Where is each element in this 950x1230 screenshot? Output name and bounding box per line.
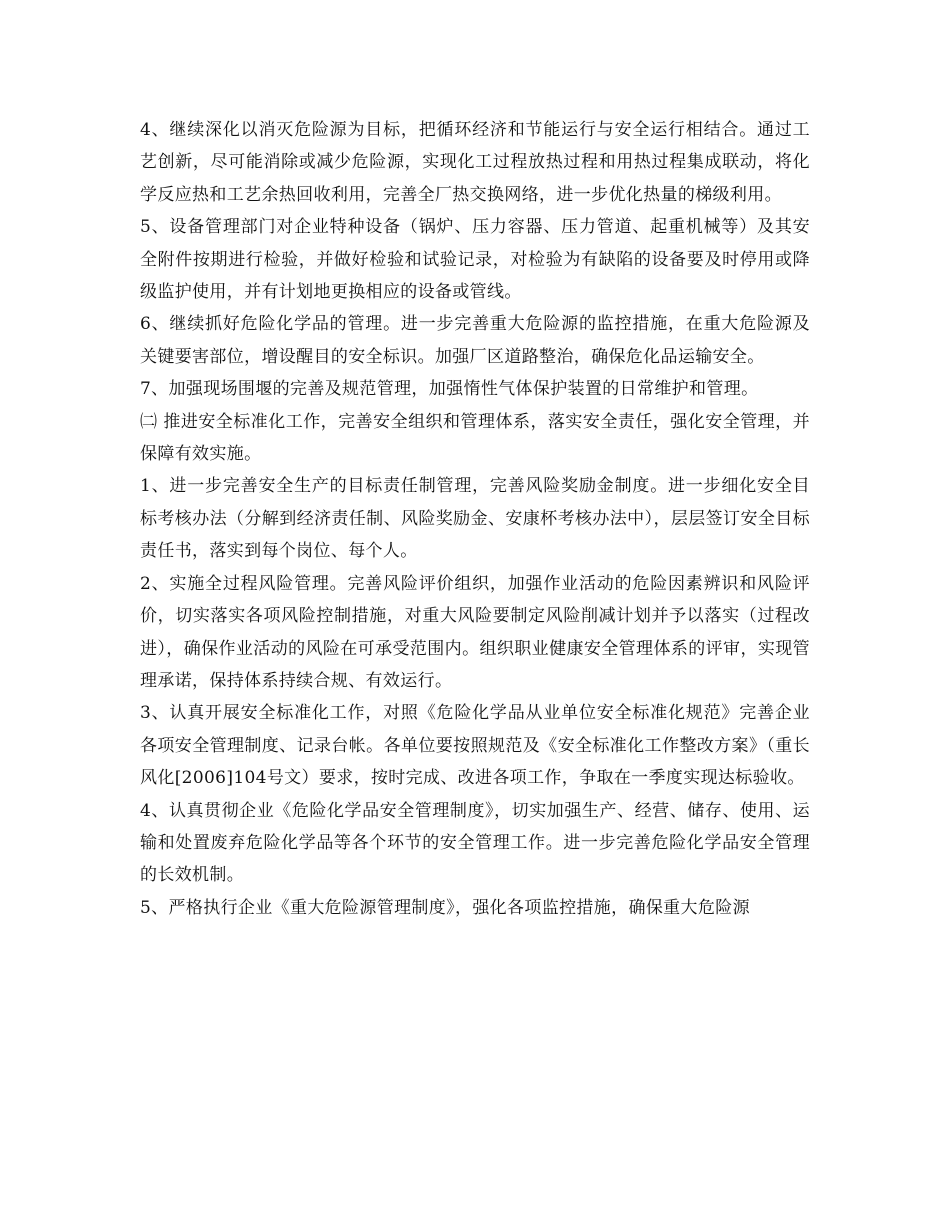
paragraph-item-7-cofferdam: 7、加强现场围堰的完善及规范管理，加强惰性气体保护装置的日常维护和管理。 (140, 379, 759, 400)
paragraph-item-4-heat-recovery: 4、继续深化以消灭危险源为目标，把循环经济和节能运行与安全运行相结合。通过工艺创新，尽可能消除或减少危险源，实现化工过程放热过程和用热过程集成联动，将化学反应热和工艺余热回收利用，完善全厂热交换网络，进一步优化热量的梯级利用。 (140, 120, 810, 205)
paragraph-item-6-hazardous-chemicals: 6、继续抓好危险化学品的管理。进一步完善重大危险源的监控措施，在重大危险源及关键要害部位，增设醒目的安全标识。加强厂区道路整治，确保危化品运输安全。 (140, 314, 810, 367)
paragraph-item-5-major-hazard: 5、严格执行企业《重大危险源管理制度》，强化各项监控措施，确保重大危险源 (140, 897, 750, 918)
paragraph-item-5-equipment-inspection: 5、设备管理部门对企业特种设备（锅炉、压力容器、压力管道、起重机械等）及其安全附件按期进行检验，并做好检验和试验记录，对检验为有缺陷的设备要及时停用或降级监护使用，并有计划地更换相应的设备或管线。 (140, 217, 810, 303)
paragraph-item-4-chemical-safety: 4、认真贯彻企业《危险化学品安全管理制度》，切实加强生产、经营、储存、使用、运输和处置废弃危险化学品等各个环节的安全管理工作。进一步完善危险化学品安全管理的长效机制。 (140, 800, 810, 886)
paragraph-item-2-risk-management: 2、实施全过程风险管理。完善风险评价组织，加强作业活动的危险因素辨识和风险评价，切实落实各项风险控制措施，对重大风险要制定风险削减计划并予以落实（过程改进），确保作业活动的风险在可承受范围内。组织职业健康安全管理体系的评审，实现管理承诺，保持体系持续合规、有效运行。 (140, 573, 810, 691)
paragraph-section-2-standardization: ㈡ 推进安全标准化工作，完善安全组织和管理体系，落实安全责任，强化安全管理，并保障有效实施。 (140, 411, 810, 465)
document-body (140, 114, 810, 924)
paragraph-item-1-responsibility: 1、进一步完善安全生产的目标责任制管理，完善风险奖励金制度。进一步细化安全目标考核办法（分解到经济责任制、风险奖励金、安康杯考核办法中），层层签订安全目标责任书，落实到每个岗位、每个人。 (140, 476, 810, 562)
paragraph-item-3-standardization-work: 3、认真开展安全标准化工作，对照《危险化学品从业单位安全标准化规范》完善企业各项安全管理制度、记录台帐。各单位要按照规范及《安全标准化工作整改方案》（重长风化[2006]104号文）要求，按时完成、改进各项工作，争取在一季度实现达标验收。 (140, 703, 810, 789)
